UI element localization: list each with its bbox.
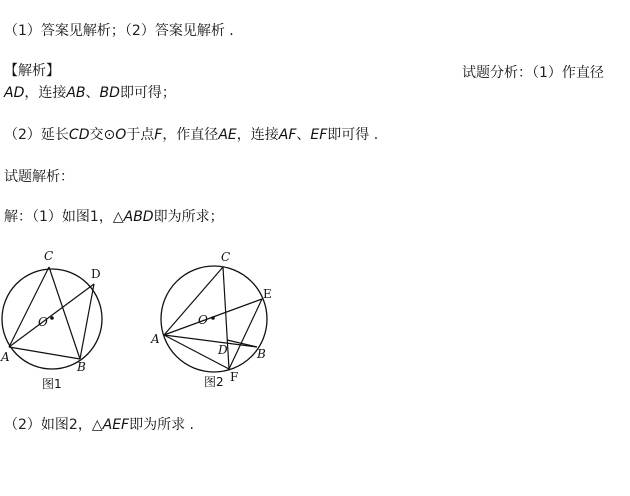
analysis-line2-number: 2 (18, 127, 27, 143)
solution-line2-open: （ (4, 417, 18, 433)
analysis-line2-text-e: ，连接 (236, 127, 279, 143)
triangle-ABD: ABD (123, 209, 154, 225)
analysis-intro (462, 62, 604, 82)
figure2-segment-AB (164, 335, 257, 347)
analysis-line-1 (4, 84, 176, 102)
solution-line1-text-b: ）如图 (47, 209, 90, 225)
figure2-label-D: D (218, 343, 228, 357)
solution-line-2 (4, 416, 194, 434)
segment-BD: BD (99, 85, 120, 101)
figure2-label-E: E (263, 287, 272, 301)
answer-part1-number: 1 (18, 23, 27, 39)
figure2-label-C: C (221, 250, 231, 264)
analysis-line2-text-c: 于点 (126, 127, 155, 143)
analysis-intro-number: 1 (539, 65, 548, 81)
solution-line2-text-c: ，△ (77, 417, 103, 433)
solution-line2-text-b: ）如图 (26, 417, 69, 433)
solution-line1-text-c: ，△ (98, 209, 124, 225)
figure1-label-B: B (77, 360, 86, 374)
figure2-caption: 图2 (204, 375, 224, 389)
figure1-caption: 图1 (42, 377, 62, 391)
separator: 、 (296, 127, 311, 143)
analysis-line2-text-a: ）延长 (26, 127, 69, 143)
analysis-line1-text: ，连接 (24, 85, 67, 101)
solution-heading-text: 试题解析： (4, 169, 74, 185)
figure-1 (0, 249, 102, 391)
separator: 、 (85, 85, 100, 101)
solution-line2-figure-number: 2 (68, 417, 78, 433)
point-F: F (154, 127, 163, 143)
geometry-figures (0, 246, 300, 394)
segment-AB: AB (66, 85, 86, 101)
solution-line-1 (4, 208, 224, 226)
solution-line2-number: 2 (18, 417, 27, 433)
figure1-label-D: D (91, 267, 101, 281)
analysis-line2-end: 即可得 . (327, 127, 379, 143)
figure1-label-C: C (44, 249, 54, 263)
solution-line1-end: 即为所求； (153, 209, 224, 225)
figure1-segment-BD (80, 284, 94, 359)
analysis-line2-open: （ (4, 127, 18, 143)
triangle-AEF: AEF (102, 417, 130, 433)
analysis-intro-text: 试题分析：（ (462, 65, 539, 81)
analysis-line1-end: 即可得； (119, 85, 176, 101)
analysis-line-2 (4, 126, 378, 144)
analysis-heading-text: 【解析】 (4, 63, 60, 79)
figure-2 (150, 250, 272, 389)
figure1-segment-AC (9, 267, 49, 347)
segment-CD: CD (68, 127, 90, 143)
answer-line (4, 22, 234, 40)
segment-AE: AE (218, 127, 237, 143)
figure1-label-O: O (38, 315, 48, 329)
figure2-label-A: A (151, 332, 160, 346)
analysis-intro-tail: ）作直径 (547, 65, 604, 81)
figure2-center-dot (211, 316, 215, 320)
answer-part2-text: ）答案见解析 . (140, 23, 234, 39)
solution-heading (4, 168, 74, 186)
figure2-label-B: B (257, 347, 266, 361)
analysis-line2-text-d: ，作直径 (162, 127, 219, 143)
circle-O: O (115, 127, 127, 143)
segment-AF: AF (278, 127, 297, 143)
solution-line1-text-a: 解：（ (4, 209, 39, 225)
analysis-heading (4, 62, 60, 80)
figure1-segment-CB (49, 267, 80, 359)
segment-AD: AD (4, 85, 25, 101)
answer-part2-number: 2 (131, 23, 141, 39)
answer-part1-open: （ (4, 23, 18, 39)
figure1-segment-AD (9, 284, 94, 347)
solution-line1-figure-number: 1 (89, 209, 99, 225)
figure1-center-dot (50, 316, 54, 320)
analysis-line2-text-b: 交⊙ (89, 127, 116, 143)
figure2-label-F: F (230, 370, 239, 384)
solution-line2-end: 即为所求 . (129, 417, 195, 433)
segment-EF: EF (310, 127, 328, 143)
solution-line1-number: 1 (39, 209, 48, 225)
answer-part1-text: ）答案见解析；（ (26, 23, 132, 39)
figure2-label-O: O (198, 313, 208, 327)
figure1-label-A: A (1, 350, 10, 364)
